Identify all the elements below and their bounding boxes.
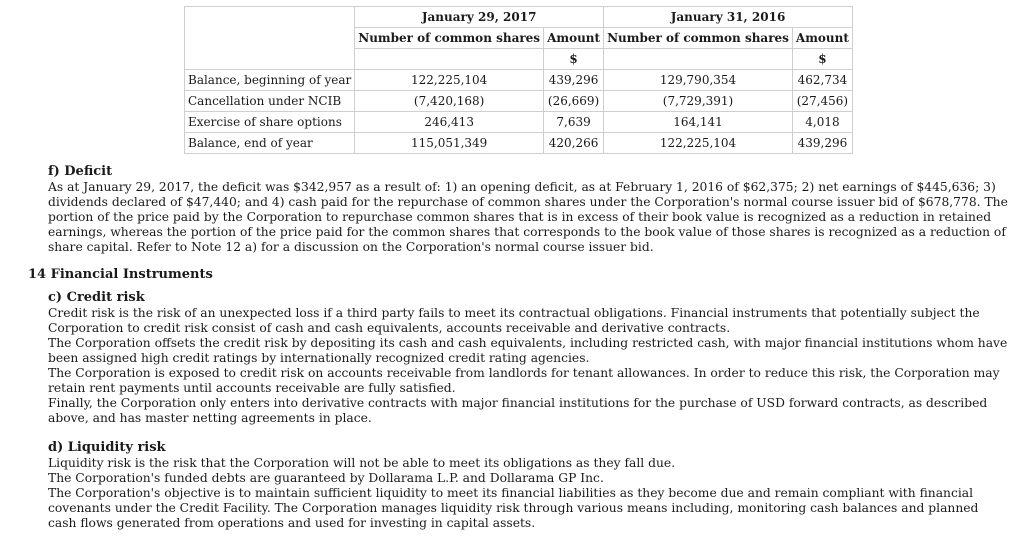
credit-paragraph: The Corporation offsets the credit risk by depositing its cash and cash equivalents, including restricted cash, with major financial institutions whom have been assigned high credit ratings by internationally recognized credit rating agencies. <box>48 336 1008 365</box>
column-header-shares-2016: Number of common shares <box>604 28 793 49</box>
amount-2017-cell: 420,266 <box>544 133 604 154</box>
row-label: Exercise of share options <box>185 112 355 133</box>
shares-2017-cell: 122,225,104 <box>355 70 544 91</box>
shares-2017-cell: (7,420,168) <box>355 91 544 112</box>
deficit-section <box>48 180 1008 255</box>
amount-2017-cell: 7,639 <box>544 112 604 133</box>
period-header-2017: January 29, 2017 <box>355 7 604 28</box>
liquidity-risk-heading: d) Liquidity risk <box>48 440 166 455</box>
deficit-heading: f) Deficit <box>48 164 113 179</box>
row-label: Balance, beginning of year <box>185 70 355 91</box>
currency-label-2017: $ <box>544 49 604 70</box>
credit-paragraph: Finally, the Corporation only enters into derivative contracts with major financial institutions for the purchase of USD forward contracts, as described above, and has master netting agreements in place. <box>48 396 988 425</box>
shares-2016-cell: (7,729,391) <box>604 91 793 112</box>
period-header-2016: January 31, 2016 <box>604 7 853 28</box>
table-header-row-periods <box>185 7 853 28</box>
section-14-heading: 14 Financial Instruments <box>28 267 213 282</box>
table-row <box>185 112 853 133</box>
credit-paragraph: Credit risk is the risk of an unexpected loss if a third party fails to meet its contractual obligations. Financial instruments that potentially subject the Corporation to credit risk consist of cash and cash equivalents, accounts receivable and derivative contracts. <box>48 306 980 335</box>
credit-risk-section <box>48 306 1008 426</box>
currency-blank-2017 <box>355 49 544 70</box>
column-header-shares-2017: Number of common shares <box>355 28 544 49</box>
amount-2016-cell: 462,734 <box>792 70 852 91</box>
row-label: Balance, end of year <box>185 133 355 154</box>
table-row <box>185 133 853 154</box>
table-row <box>185 70 853 91</box>
column-header-amount-2016: Amount <box>792 28 852 49</box>
shares-2016-cell: 122,225,104 <box>604 133 793 154</box>
amount-2017-cell: (26,669) <box>544 91 604 112</box>
liquidity-risk-section <box>48 456 1008 531</box>
shares-2017-cell: 246,413 <box>355 112 544 133</box>
liquidity-paragraph: The Corporation's funded debts are guaranteed by Dollarama L.P. and Dollarama GP Inc. <box>48 471 604 485</box>
amount-2017-cell: 439,296 <box>544 70 604 91</box>
liquidity-paragraph: The Corporation's objective is to maintain sufficient liquidity to meet its financial liabilities as they become due and remain compliant with financial covenants under the Credit Facility. The Corporation manages liquidity risk through various means including, monitoring cash balances and planned cash flows generated from operations and used for investing in capital assets. <box>48 486 979 530</box>
row-label: Cancellation under NCIB <box>185 91 355 112</box>
shares-2017-cell: 115,051,349 <box>355 133 544 154</box>
currency-label-2016: $ <box>792 49 852 70</box>
table-corner-cell <box>185 7 355 70</box>
liquidity-paragraph: Liquidity risk is the risk that the Corporation will not be able to meet its obligations as they fall due. <box>48 456 676 470</box>
amount-2016-cell: (27,456) <box>792 91 852 112</box>
amount-2016-cell: 4,018 <box>792 112 852 133</box>
shares-2016-cell: 129,790,354 <box>604 70 793 91</box>
credit-paragraph: The Corporation is exposed to credit risk on accounts receivable from landlords for tenant allowances. In order to reduce this risk, the Corporation may retain rent payments until accounts receivable are fully satisfied. <box>48 366 1000 395</box>
shares-2016-cell: 164,141 <box>604 112 793 133</box>
column-header-amount-2017: Amount <box>544 28 604 49</box>
deficit-paragraph: As at January 29, 2017, the deficit was $342,957 as a result of: 1) an opening deficit, as at February 1, 2016 of $62,375; 2) net earnings of $445,636; 3) dividends declared of $47,440; and 4) cash paid for the repurchase of common shares under the Corporation's normal course issuer bid of $678,778. The portion of the price paid by the Corporation to repurchase common shares that is in excess of their book value is recognized as a reduction in retained earnings, whereas the portion of the price paid for the common shares that corresponds to the book value of those shares is recognized as a reduction of share capital. Refer to Note 12 a) for a discussion on the Corporation's normal course issuer bid. <box>48 180 1008 254</box>
currency-blank-2016 <box>604 49 793 70</box>
share-capital-table <box>184 6 853 154</box>
credit-risk-heading: c) Credit risk <box>48 290 145 305</box>
table-row <box>185 91 853 112</box>
amount-2016-cell: 439,296 <box>792 133 852 154</box>
